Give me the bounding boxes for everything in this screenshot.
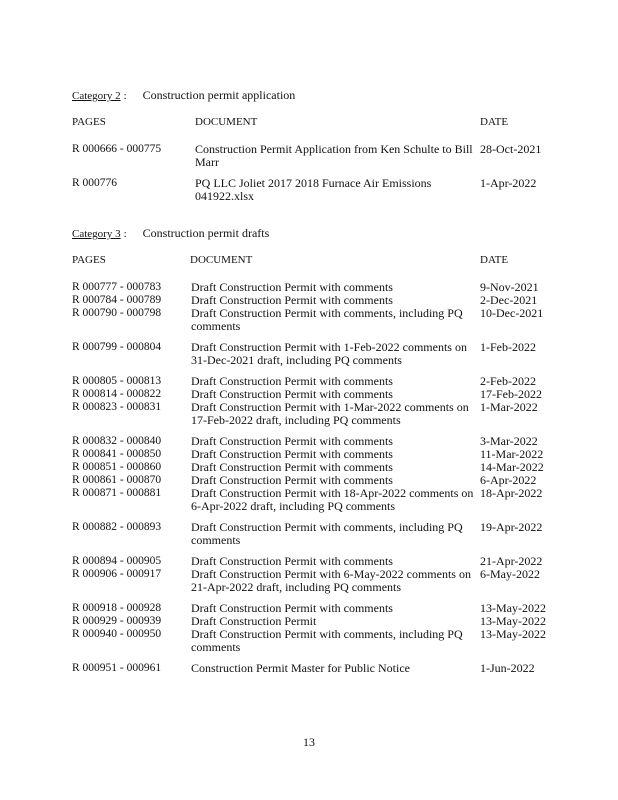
pages-cell: R 000784 - 000789 [72,294,162,306]
date-cell: 3-Mar-2022 [480,434,538,448]
pages-cell: R 000832 - 000840 [72,435,162,447]
pages-cell: R 000871 - 000881 [72,487,162,499]
date-cell: 6-Apr-2022 [480,473,537,487]
table-row [72,341,570,375]
pages-cell: R 000841 - 000850 [72,448,162,460]
table-row [72,662,570,675]
table-row [72,401,570,435]
pages-cell: R 000777 - 000783 [72,281,162,293]
document-cell: Draft Construction Permit with 1-Feb-2022 comments on 31-Dec-2021 draft, including PQ comments [191,340,467,367]
date-cell: 1-Apr-2022 [480,176,537,190]
pages-cell: R 000823 - 000831 [72,401,162,413]
pages-cell: R 000666 - 000775 [72,143,162,155]
document-cell: Draft Construction Permit with comments, including PQ comments [191,520,463,547]
category-3-date-header: DATE [480,254,509,266]
date-cell: 21-Apr-2022 [480,554,543,568]
pages-cell: R 000776 [72,177,118,189]
table-row [72,143,570,177]
table-row [72,177,570,203]
document-cell: Draft Construction Permit with comments [191,387,393,401]
category-2-pages-header: PAGES [72,116,106,128]
document-cell: Construction Permit Master for Public Notice [191,661,410,675]
document-cell: PQ LLC Joliet 2017 2018 Furnace Air Emissions 041922.xlsx [195,176,432,203]
category-2-table [72,143,570,203]
date-cell: 1-Feb-2022 [480,340,536,354]
pages-cell: R 000929 - 000939 [72,615,162,627]
pages-cell: R 000805 - 000813 [72,375,162,387]
pages-cell: R 000894 - 000905 [72,555,162,567]
date-cell: 13-May-2022 [480,601,546,615]
date-cell: 17-Feb-2022 [480,387,542,401]
pages-cell: R 000799 - 000804 [72,341,162,353]
document-cell: Draft Construction Permit with comments [191,601,393,615]
category-2-label: Category 2 [72,90,121,102]
document-cell: Draft Construction Permit with comments [191,447,393,461]
document-cell: Draft Construction Permit with 1-Mar-2022 comments on 17-Feb-2022 draft, including PQ comments [191,400,469,427]
document-cell: Draft Construction Permit with comments, including PQ comments [191,627,463,654]
date-cell: 9-Nov-2021 [480,280,539,294]
category-3-heading [72,226,269,241]
pages-cell: R 000790 - 000798 [72,307,162,319]
pages-cell: R 000940 - 000950 [72,628,162,640]
category-2-title: Construction permit application [142,88,296,102]
date-cell: 11-Mar-2022 [480,447,544,461]
document-cell: Draft Construction Permit with comments [191,473,393,487]
date-cell: 1-Jun-2022 [480,661,535,675]
date-cell: 18-Apr-2022 [480,486,543,500]
table-row [72,628,570,662]
document-cell: Draft Construction Permit with comments, including PQ comments [191,306,463,333]
date-cell: 19-Apr-2022 [480,520,543,534]
category-2-date-header: DATE [480,116,509,128]
page-number: 13 [303,735,315,749]
category-3-title: Construction permit drafts [142,226,270,240]
category-3-table [72,281,570,675]
category-2-heading [72,88,295,103]
category-2-document-header: DOCUMENT [195,116,258,128]
table-row [72,307,570,341]
date-cell: 28-Oct-2021 [480,142,542,156]
date-cell: 14-Mar-2022 [480,460,544,474]
category-3-pages-header: PAGES [72,254,106,266]
category-2-colon: : [123,90,127,102]
document-cell: Draft Construction Permit with comments [191,434,393,448]
document-cell: Draft Construction Permit [191,614,317,628]
date-cell: 13-May-2022 [480,614,546,628]
pages-cell: R 000814 - 000822 [72,388,162,400]
table-row [72,568,570,602]
document-cell: Construction Permit Application from Ken Schulte to Bill Marr [195,142,473,169]
pages-cell: R 000951 - 000961 [72,662,162,674]
table-row [72,487,570,521]
document-cell: Draft Construction Permit with 18-Apr-2022 comments on 6-Apr-2022 draft, including PQ comments [191,486,474,513]
date-cell: 2-Dec-2021 [480,293,538,307]
date-cell: 10-Dec-2021 [480,306,544,320]
date-cell: 1-Mar-2022 [480,400,538,414]
category-3-label: Category 3 [72,228,121,240]
document-cell: Draft Construction Permit with comments [191,374,393,388]
category-3-colon: : [123,228,127,240]
pages-cell: R 000906 - 000917 [72,568,162,580]
document-cell: Draft Construction Permit with comments [191,554,393,568]
pages-cell: R 000861 - 000870 [72,474,162,486]
pages-cell: R 000882 - 000893 [72,521,162,533]
date-cell: 2-Feb-2022 [480,374,536,388]
document-cell: Draft Construction Permit with comments [191,293,393,307]
pages-cell: R 000918 - 000928 [72,602,162,614]
table-row [72,521,570,555]
document-cell: Draft Construction Permit with comments [191,280,393,294]
pages-cell: R 000851 - 000860 [72,461,162,473]
date-cell: 13-May-2022 [480,627,546,641]
category-3-document-header: DOCUMENT [190,254,253,266]
document-cell: Draft Construction Permit with comments [191,460,393,474]
date-cell: 6-May-2022 [480,567,540,581]
document-cell: Draft Construction Permit with 6-May-2022 comments on 21-Apr-2022 draft, including PQ comments [191,567,471,594]
